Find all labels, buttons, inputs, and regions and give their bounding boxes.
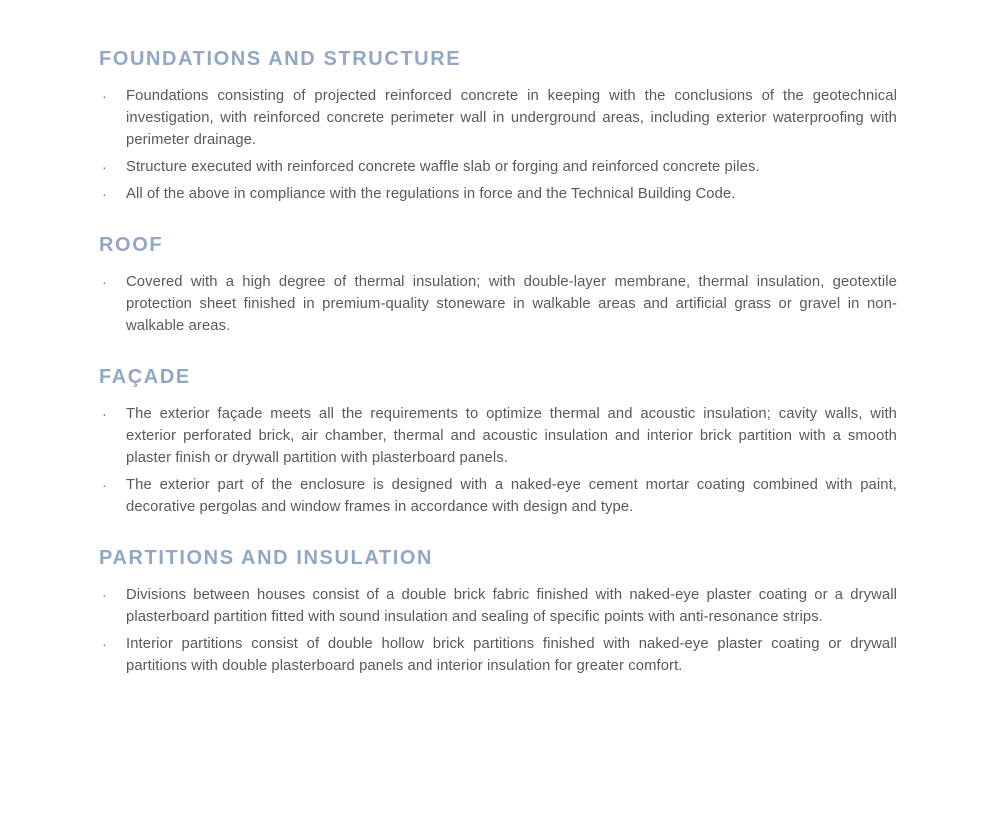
bullet-text: Covered with a high degree of thermal insulation; with double-layer membrane, thermal insulation, geotextile protection sheet finished in premium-quality stoneware in walkable areas and artificial grass or gravel in non-walkable areas. [126, 274, 897, 334]
bullet-text: All of the above in compliance with the regulations in force and the Technical Building Code. [126, 186, 736, 202]
section-title: FOUNDATIONS AND STRUCTURE [99, 48, 462, 70]
section-foundations-and-structure [99, 48, 897, 205]
bullet-text: Structure executed with reinforced concrete waffle slab or forging and reinforced concrete piles. [126, 159, 760, 175]
list-item [99, 156, 897, 178]
bullet-text: The exterior part of the enclosure is designed with a naked-eye cement mortar coating combined with paint, decorative pergolas and window frames in accordance with design and type. [126, 477, 897, 515]
bullet-icon: · [102, 159, 107, 175]
bullet-icon: · [102, 587, 107, 603]
section-title: FAÇADE [99, 366, 191, 388]
list-item [99, 584, 897, 628]
bullet-list [99, 271, 897, 337]
bullet-icon: · [102, 186, 107, 202]
bullet-text: Divisions between houses consist of a double brick fabric finished with naked-eye plaster coating or a drywall plasterboard partition fitted with sound insulation and sealing of specific points with anti-resonance strips. [126, 587, 897, 625]
bullet-list [99, 403, 897, 518]
list-item [99, 474, 897, 518]
list-item [99, 85, 897, 151]
bullet-icon: · [102, 406, 107, 422]
bullet-icon: · [102, 88, 107, 104]
section-roof [99, 234, 897, 337]
list-item [99, 633, 897, 677]
list-item [99, 403, 897, 469]
section-title: PARTITIONS AND INSULATION [99, 547, 434, 569]
bullet-icon: · [102, 477, 107, 493]
bullet-list [99, 584, 897, 677]
bullet-icon: · [102, 274, 107, 290]
section-partitions-and-insulation [99, 547, 897, 677]
list-item [99, 183, 897, 205]
bullet-text: Foundations consisting of projected reinforced concrete in keeping with the conclusions of the geotechnical investigation, with reinforced concrete perimeter wall in underground areas, including exterior waterproofing with perimeter drainage. [126, 88, 897, 148]
section-title: ROOF [99, 234, 164, 256]
bullet-icon: · [102, 636, 107, 652]
list-item [99, 271, 897, 337]
bullet-text: The exterior façade meets all the requirements to optimize thermal and acoustic insulation; cavity walls, with exterior perforated brick, air chamber, thermal and acoustic insulation and interior brick partition with a smooth plaster finish or drywall partition with plasterboard panels. [126, 406, 897, 466]
bullet-list [99, 85, 897, 205]
bullet-text: Interior partitions consist of double hollow brick partitions finished with naked-eye plaster coating or drywall partitions with double plasterboard panels and interior insulation for greater comfort. [126, 636, 897, 674]
section-facade [99, 366, 897, 518]
